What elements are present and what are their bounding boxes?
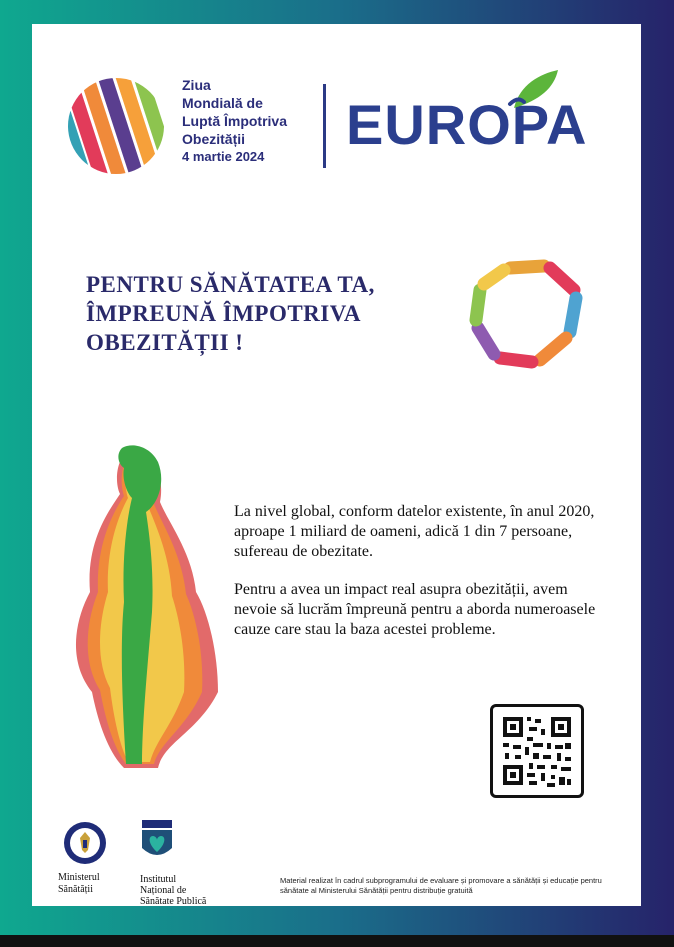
leaf-icon bbox=[502, 64, 562, 114]
institute-label-line: Sănătate Publică bbox=[140, 896, 207, 907]
body-silhouette-icon bbox=[68, 442, 220, 772]
campaign-title-line: Ziua bbox=[182, 77, 211, 93]
headline bbox=[86, 270, 406, 357]
body-paragraph: La nivel global, conform datelor existente, în anul 2020, aproape 1 miliard de oameni, adică 1 din 7 persoane, sufereau de obezitate. bbox=[234, 503, 595, 560]
header-divider bbox=[323, 84, 326, 168]
qr-code-icon bbox=[493, 707, 581, 795]
institute-label-line: Institutul bbox=[140, 874, 177, 885]
institute-label-line: Național de bbox=[140, 885, 187, 896]
headline-line: ÎMPREUNĂ ÎMPOTRIVA bbox=[86, 301, 361, 326]
body-paragraph: Pentru a avea un impact real asupra obezității, avem nevoie să lucrăm împreună pentru a aborda numeroasele cauze care stau la baza acestei probleme. bbox=[234, 581, 596, 638]
headline-line: PENTRU SĂNĂTATEA TA, bbox=[86, 272, 375, 297]
qr-code[interactable] bbox=[490, 704, 584, 798]
campaign-title bbox=[182, 76, 332, 166]
campaign-date: 4 martie 2024 bbox=[182, 149, 265, 164]
europa-brand: EUROPA bbox=[346, 93, 588, 156]
footnote: Material realizat în cadrul subprogramului de evaluare și promovare a sănătății și educație pentru sănătate al Ministerului Sănătății pentru distribuție gratuită bbox=[280, 876, 602, 895]
poster bbox=[32, 24, 641, 906]
body-text bbox=[234, 502, 606, 658]
ministry-label-line: Sănătății bbox=[58, 884, 93, 895]
bottom-strip bbox=[0, 935, 674, 947]
ministry-label-line: Ministerul bbox=[58, 872, 100, 883]
headline-line: OBEZITĂȚII ! bbox=[86, 330, 244, 355]
ministry-label bbox=[58, 872, 100, 896]
wod-logo-icon bbox=[66, 76, 166, 176]
campaign-title-line: Luptă Împotriva bbox=[182, 113, 288, 129]
hands-circle-icon bbox=[466, 256, 588, 374]
institute-emblem-icon bbox=[140, 818, 174, 862]
campaign-title-line: Obezității bbox=[182, 131, 246, 147]
ministry-emblem-icon bbox=[62, 820, 108, 866]
campaign-title-line: Mondială de bbox=[182, 95, 263, 111]
institute-label bbox=[140, 874, 206, 907]
